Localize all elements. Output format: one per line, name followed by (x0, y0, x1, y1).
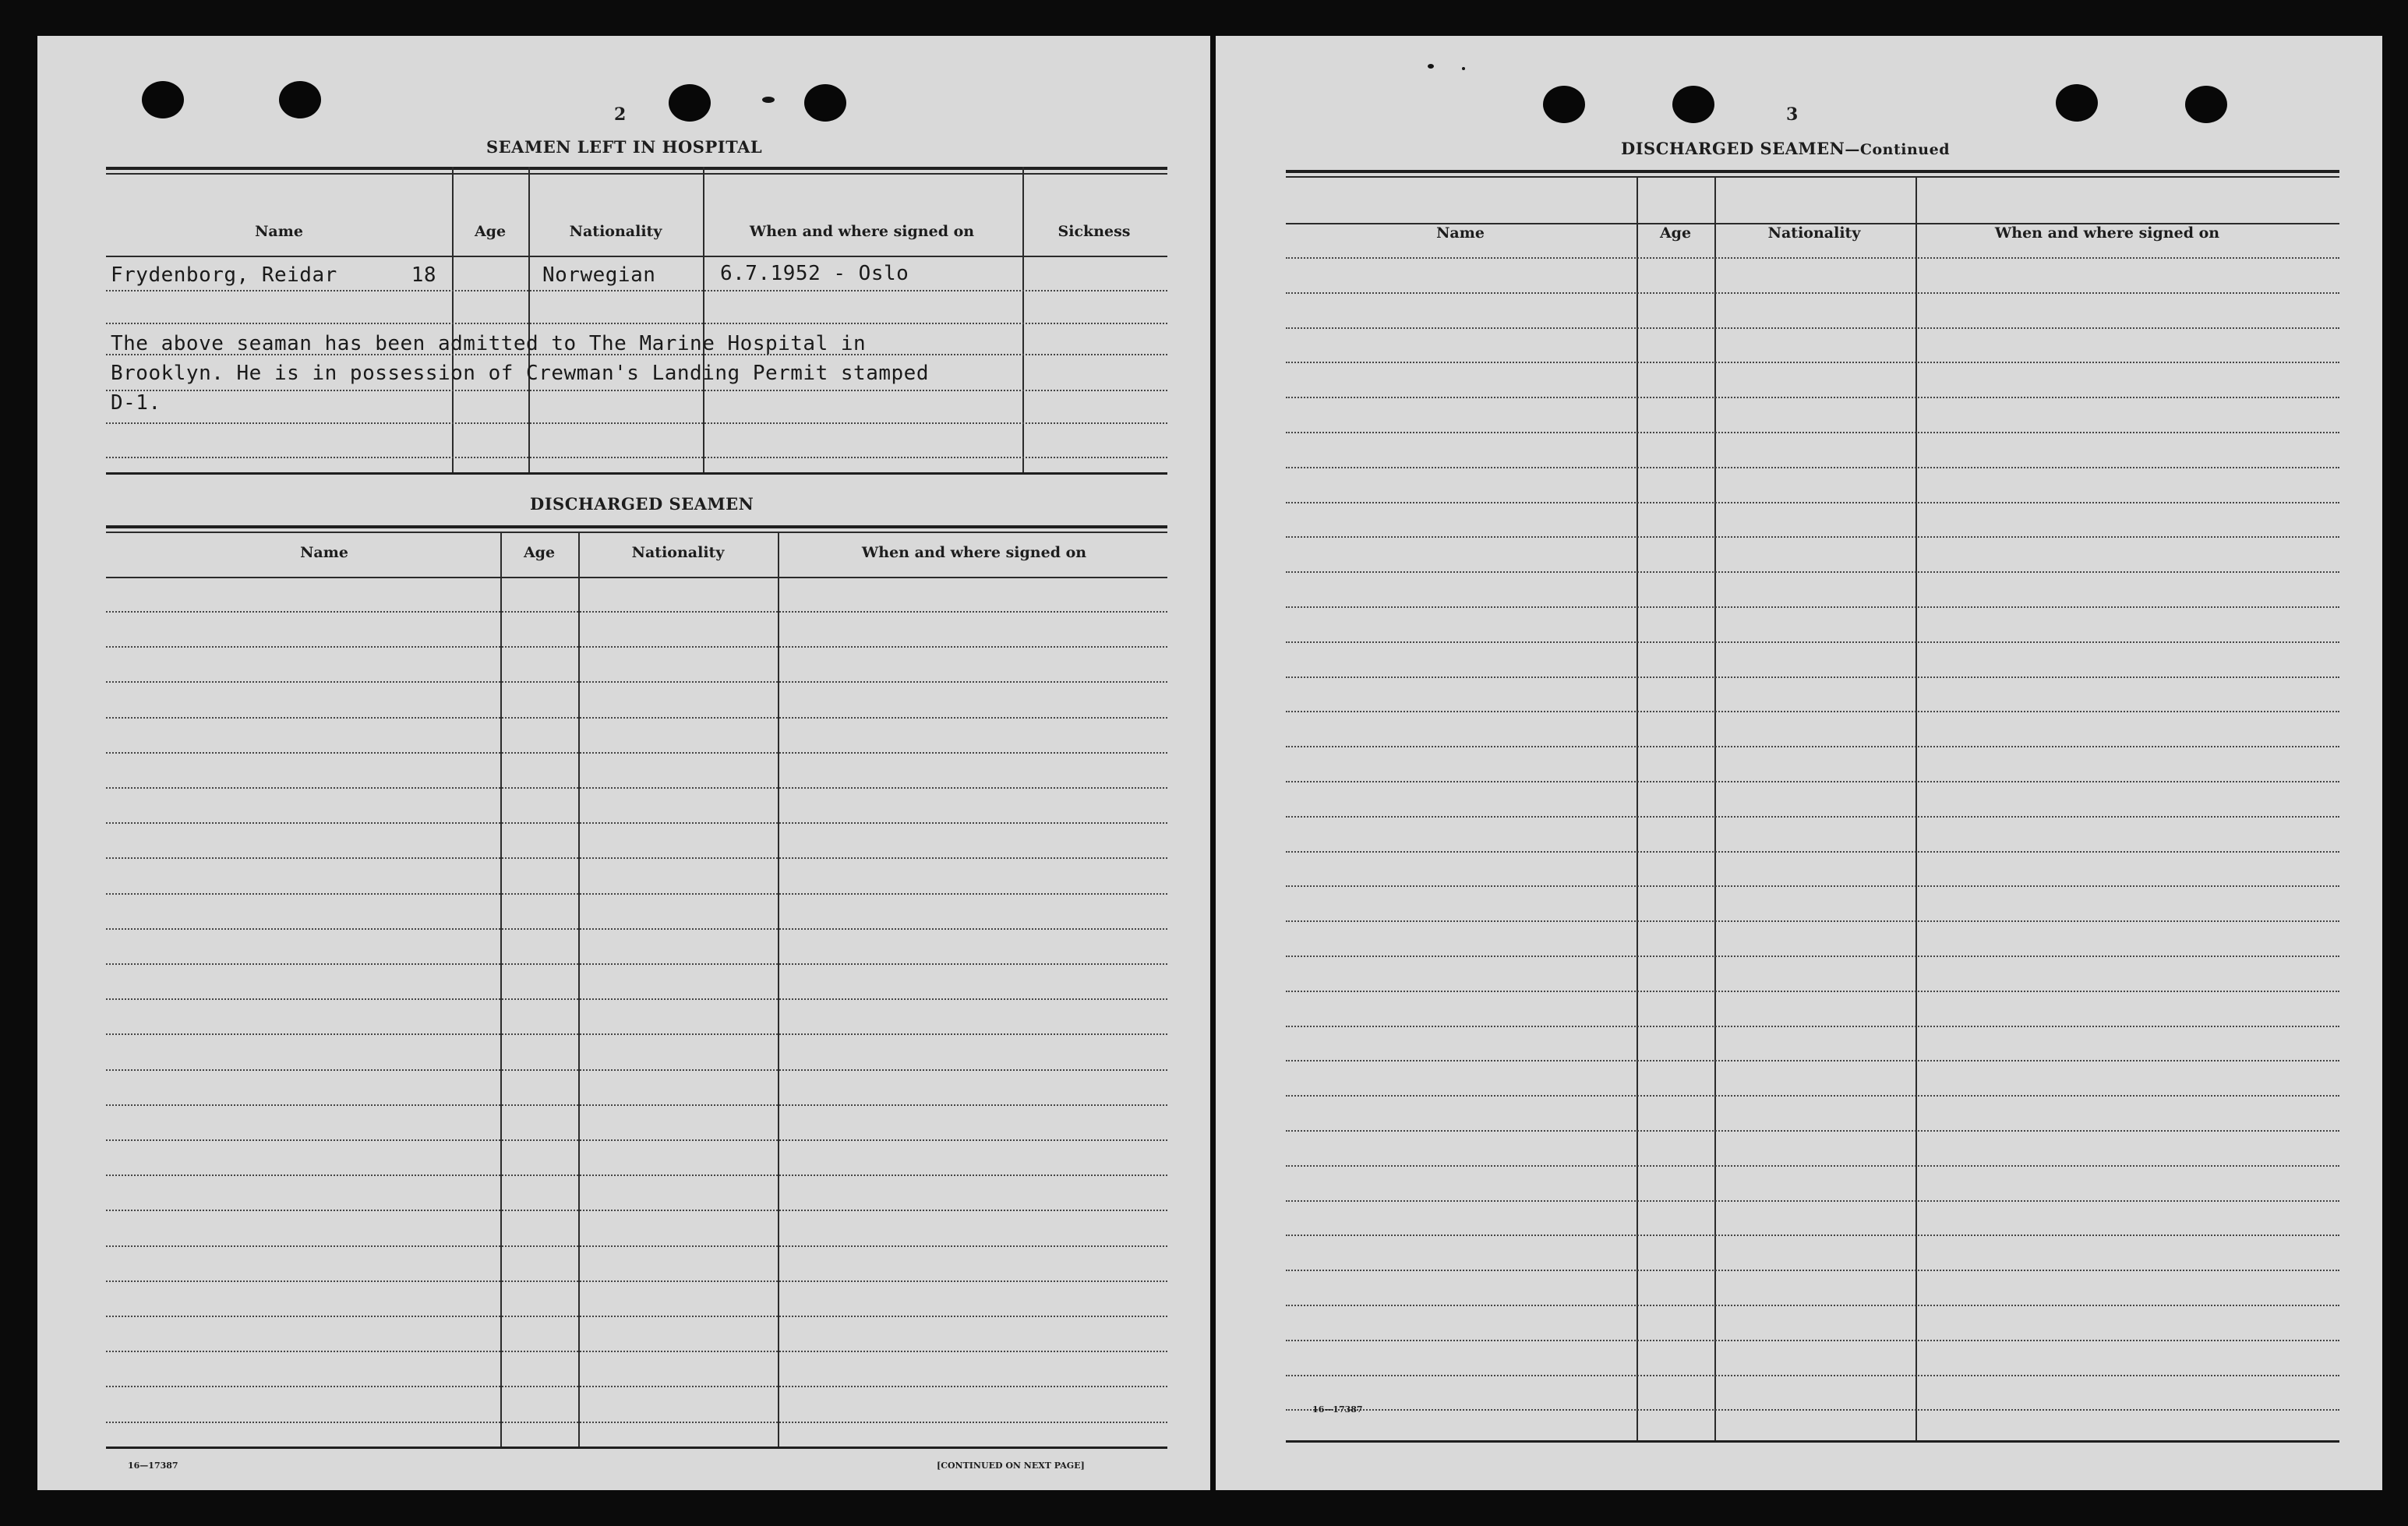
hospital-section-title: SEAMEN LEFT IN HOSPITAL (486, 137, 763, 157)
ruled-row (106, 998, 1167, 1000)
col-header-signed-on: When and where signed on (749, 223, 975, 240)
ruled-row (106, 1069, 1167, 1071)
ruled-row (1286, 467, 2339, 468)
ruled-row (106, 1316, 1167, 1317)
col-header-name: Name (300, 544, 348, 561)
hospital-note-line: The above seaman has been admitted to The Marine Hospital in (111, 332, 867, 355)
ruled-row (106, 1245, 1167, 1247)
punch-hole (279, 81, 321, 118)
hospital-seaman-nationality: Norwegian (542, 263, 656, 287)
ruled-row (1286, 362, 2339, 363)
page-number: 3 (1786, 104, 1799, 125)
ruled-row (1286, 1305, 2339, 1306)
ruled-row (1286, 746, 2339, 747)
ruled-row (1286, 956, 2339, 957)
hospital-note-line: D-1. (111, 391, 161, 415)
ruled-row (1286, 1375, 2339, 1376)
hospital-seaman-signed-on: 6.7.1952 - Oslo (720, 262, 909, 285)
col-header-name: Name (255, 223, 303, 240)
ruled-row (106, 787, 1167, 789)
ruled-row (106, 1351, 1167, 1352)
col-header-age: Age (474, 223, 507, 240)
ruled-row (106, 857, 1167, 859)
ink-speck (1462, 67, 1465, 70)
col-header-age: Age (523, 544, 556, 561)
ruled-row (106, 1210, 1167, 1211)
hospital-seaman-name: Frydenborg, Reidar (111, 263, 337, 287)
ruled-row (106, 822, 1167, 824)
ruled-row (1286, 781, 2339, 782)
ruled-row (1286, 1235, 2339, 1236)
hospital-table (106, 167, 1167, 479)
col-header-name: Name (1436, 224, 1485, 242)
ruled-row (1286, 676, 2339, 678)
punch-hole (2056, 84, 2098, 122)
ruled-row (1286, 397, 2339, 398)
ruled-row (106, 1104, 1167, 1106)
ink-speck (762, 97, 775, 103)
ruled-row (106, 646, 1167, 648)
ruled-row (106, 1422, 1167, 1423)
col-header-sickness: Sickness (1057, 223, 1131, 240)
ruled-row (1286, 536, 2339, 538)
col-header-signed-on: When and where signed on (861, 544, 1087, 561)
ruled-row (1286, 991, 2339, 992)
ruled-row (1286, 1060, 2339, 1061)
ruled-row (1286, 1270, 2339, 1271)
ruled-row (106, 611, 1167, 613)
col-header-age: Age (1659, 224, 1692, 242)
punch-hole (1543, 86, 1585, 123)
ink-speck (1428, 64, 1434, 69)
punch-hole (804, 84, 846, 122)
ruled-row (1286, 1409, 2339, 1411)
col-header-nationality: Nationality (631, 544, 725, 561)
ruled-row (1286, 1200, 2339, 1202)
hospital-seaman-age: 18 (411, 263, 436, 287)
discharged-section-title: DISCHARGED SEAMEN (530, 494, 754, 514)
col-header-nationality: Nationality (569, 223, 662, 240)
hospital-note-line: Brooklyn. He is in possession of Crewman's Landing Permit stamped (111, 362, 929, 385)
ruled-row (1286, 292, 2339, 294)
col-header-nationality: Nationality (1767, 224, 1861, 242)
col-header-signed-on: When and where signed on (1994, 224, 2220, 242)
ruled-row (1286, 606, 2339, 608)
ruled-row (1286, 432, 2339, 433)
ruled-row (106, 928, 1167, 930)
form-number: 16—17387 (1312, 1404, 1363, 1415)
ruled-row (1286, 816, 2339, 818)
ruled-row (1286, 1095, 2339, 1097)
punch-hole (669, 84, 711, 122)
discharged-continued-title: DISCHARGED SEAMEN—Continued (1621, 139, 1950, 158)
punch-hole (1672, 86, 1714, 123)
ruled-row (106, 1139, 1167, 1141)
ruled-row (106, 681, 1167, 683)
page-number: 2 (614, 104, 627, 125)
punch-hole (2185, 86, 2227, 123)
ruled-row (1286, 571, 2339, 573)
punch-hole (142, 81, 184, 118)
ruled-row (106, 717, 1167, 719)
left-page (37, 36, 1210, 1490)
ruled-row (106, 893, 1167, 895)
ruled-row (1286, 711, 2339, 712)
ruled-row (106, 1033, 1167, 1035)
ruled-row (106, 1280, 1167, 1282)
ruled-row (1286, 920, 2339, 922)
ruled-row (1286, 641, 2339, 643)
ruled-row (1286, 327, 2339, 329)
ruled-row (1286, 1026, 2339, 1027)
ruled-row (1286, 885, 2339, 887)
ruled-row (1286, 1165, 2339, 1167)
form-number: 16—17387 (128, 1461, 178, 1471)
discharged-table (106, 525, 1167, 1453)
ruled-row (106, 1175, 1167, 1176)
ruled-row (1286, 502, 2339, 503)
ruled-row (1286, 257, 2339, 259)
ruled-row (106, 963, 1167, 965)
right-page (1216, 36, 2382, 1490)
continued-note: [CONTINUED ON NEXT PAGE] (937, 1461, 1085, 1471)
discharged-table-continued (1286, 170, 2339, 1445)
ruled-row (106, 1386, 1167, 1387)
ruled-row (106, 752, 1167, 754)
ruled-row (1286, 1130, 2339, 1132)
ruled-row (1286, 1340, 2339, 1341)
ruled-row (1286, 851, 2339, 853)
